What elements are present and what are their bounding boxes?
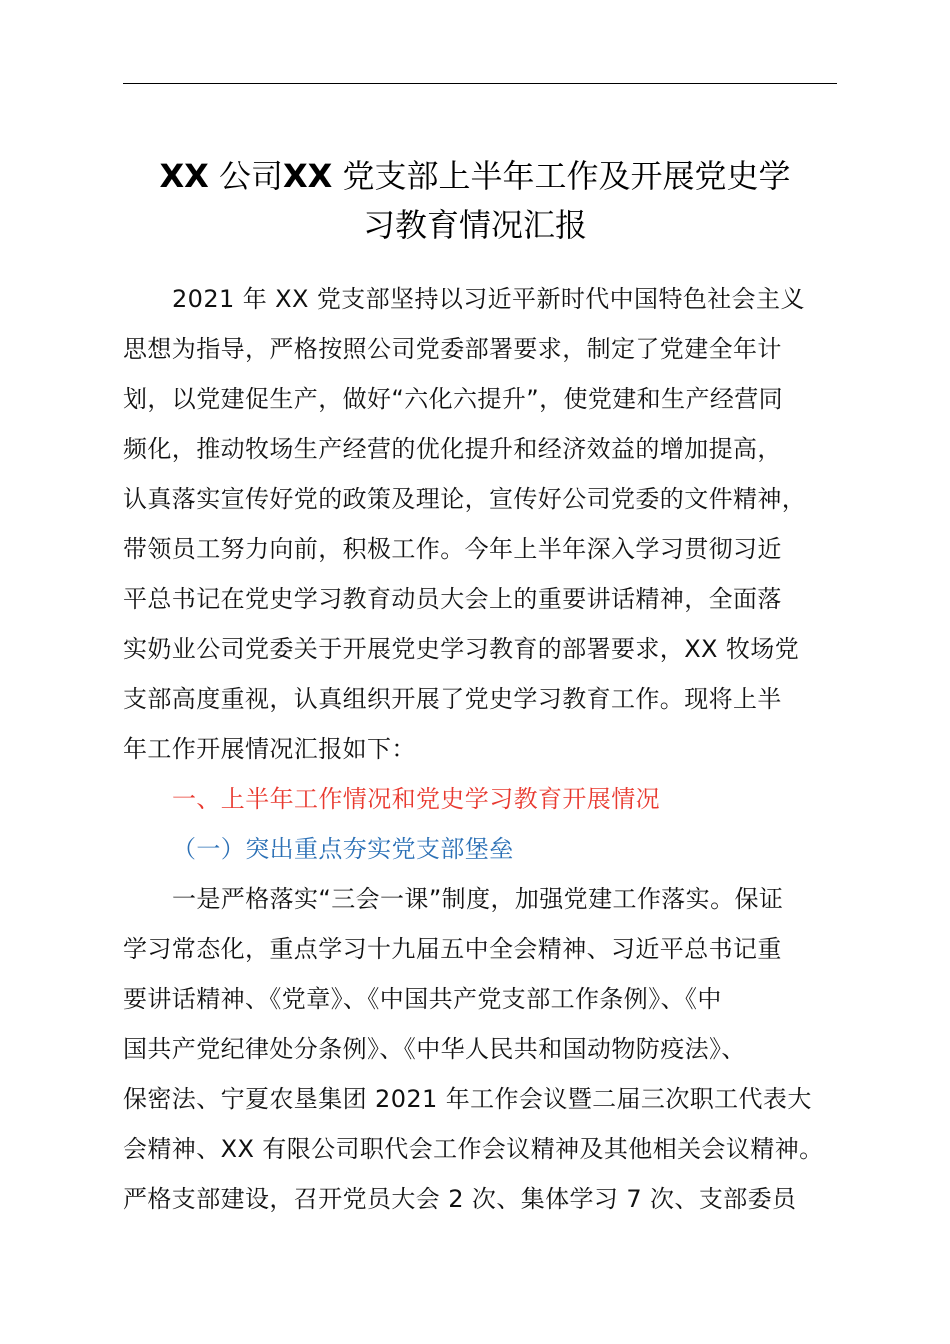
paragraph-line: 频化，推动牧场生产经营的优化提升和经济效益的增加提高， [123, 435, 782, 463]
section-heading-1: 一、上半年工作情况和党史学习教育开展情况 [172, 785, 660, 813]
paragraph-line: 支部高度重视，认真组织开展了党史学习教育工作。现将上半 [123, 685, 782, 713]
paragraph-line: 会精神、XX 有限公司职代会工作会议精神及其他相关会议精神。 [123, 1135, 824, 1163]
paragraph-line: 认真落实宣传好党的政策及理论，宣传好公司党委的文件精神， [123, 485, 807, 513]
document-title-line-1: XX 公司XX 党支部上半年工作及开展党史学 [159, 157, 791, 195]
section-heading-2: （一）突出重点夯实党支部堡垒 [172, 835, 514, 863]
paragraph-line: 年工作开展情况汇报如下： [123, 735, 416, 763]
paragraph-line: 一是严格落实“三会一课”制度，加强党建工作落实。保证 [172, 885, 784, 913]
paragraph-line: 要讲话精神、《党章》、《中国共产党支部工作条例》、《中 [123, 985, 722, 1013]
paragraph-line: 严格支部建设，召开党员大会 2 次、集体学习 7 次、支部委员 [123, 1185, 797, 1213]
document-title-line-2: 习教育情况汇报 [362, 206, 587, 244]
paragraph-line: 平总书记在党史学习教育动员大会上的重要讲话精神，全面落 [123, 585, 782, 613]
paragraph-line: 学习常态化，重点学习十九届五中全会精神、习近平总书记重 [123, 935, 782, 963]
paragraph-line: 思想为指导，严格按照公司党委部署要求，制定了党建全年计 [123, 335, 782, 363]
paragraph-line: 实奶业公司党委关于开展党史学习教育的部署要求，XX 牧场党 [123, 635, 800, 663]
paragraph-line: 划，以党建促生产，做好“六化六提升”，使党建和生产经营同 [123, 385, 784, 413]
paragraph-line: 2021 年 XX 党支部坚持以习近平新时代中国特色社会主义 [172, 285, 805, 313]
paragraph-line: 国共产党纪律处分条例》、《中华人民共和国动物防疫法》、 [123, 1035, 746, 1063]
paragraph-line: 保密法、宁夏农垦集团 2021 年工作会议暨二届三次职工代表大 [123, 1085, 812, 1113]
header-rule [123, 83, 837, 84]
paragraph-line: 带领员工努力向前，积极工作。今年上半年深入学习贯彻习近 [123, 535, 782, 563]
